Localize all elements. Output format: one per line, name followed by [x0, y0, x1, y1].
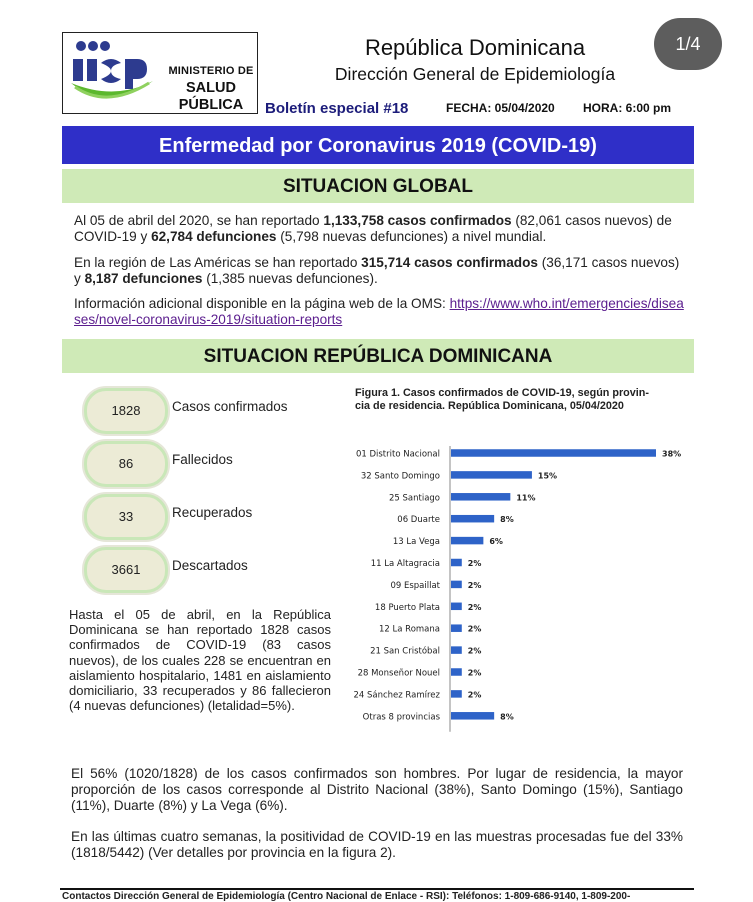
figure-title-line-2: cia de residencia. República Dominicana, 05/04/2020 [355, 400, 624, 412]
americas-cases: 315,714 casos confirmados [361, 255, 538, 270]
global-p1-text-2: (82,061 casos nuevos) de COVID-19 y [74, 213, 672, 244]
category-label: 01 Distrito Nacional [355, 449, 440, 460]
bulletin-date: FECHA: 05/04/2020 [446, 101, 555, 115]
stat-deaths-label: Fallecidos [172, 452, 233, 467]
bar-value-label: 6% [489, 537, 503, 547]
bar [451, 581, 462, 589]
bar-value-label: 2% [467, 580, 482, 590]
category-label: 06 Duarte [397, 515, 440, 526]
bar-value-label: 2% [467, 668, 482, 678]
bar [451, 646, 462, 654]
global-p1-text-3: (5,798 nuevas defunciones) a nivel mundial. [276, 229, 547, 244]
americas-deaths: 8,187 defunciones [84, 271, 203, 286]
bar [451, 537, 483, 545]
category-label: 21 San Cristóbal [370, 646, 440, 657]
logo-line-1: MINISTERIO DE [168, 65, 254, 77]
category-label: Otras 8 provincias [362, 712, 440, 723]
stat-discarded-value: 3661 [84, 547, 168, 593]
bar [451, 668, 462, 676]
americas-text-3: (1,385 nuevas defunciones). [202, 271, 378, 286]
americas-paragraph [74, 255, 686, 287]
bar-value-label: 8% [500, 515, 514, 525]
footer-contacts: Contactos Dirección General de Epidemiología (Centro Nacional de Enlace - RSI): Teléfonos: 1-809-686-9140, 1-809-200- [62, 891, 631, 902]
bar [451, 624, 462, 632]
bar-value-label: 2% [467, 602, 482, 612]
category-label: 28 Monseñor Nouel [357, 668, 440, 679]
dr-section-heading: SITUACION REPÚBLICA DOMINICANA [62, 339, 694, 373]
province-cases-bar-chart [330, 446, 700, 746]
bar [451, 449, 656, 457]
category-label: 32 Santo Domingo [360, 471, 440, 482]
category-label: 11 La Altagracia [370, 559, 440, 569]
document-title-bar: Enfermedad por Coronavirus 2019 (COVID-19) [62, 126, 694, 164]
directorate-title: Dirección General de Epidemiología [334, 64, 616, 84]
bar-value-label: 2% [467, 624, 482, 634]
stat-discarded-label: Descartados [172, 558, 248, 573]
stat-recovered-label: Recuperados [172, 505, 253, 520]
bar-value-label: 11% [516, 493, 536, 503]
stat-confirmed-label: Casos confirmados [172, 399, 288, 414]
category-label: 24 Sánchez Ramírez [353, 690, 440, 701]
category-label: 25 Santiago [388, 493, 440, 504]
bar [451, 559, 462, 567]
who-info-paragraph [74, 296, 686, 328]
americas-text: En la región de Las Américas se han reportado [74, 255, 362, 270]
stat-confirmed-value: 1828 [84, 388, 168, 434]
country-title: República Dominicana [364, 35, 586, 60]
bar-value-label: 38% [662, 449, 682, 459]
logo-wordmark [165, 63, 257, 114]
sex-residence-paragraph: El 56% (1020/1828) de los casos confirmados son hombres. Por lugar de residencia, la mayor proporción de los casos corresponde al Distrito Nacional (38%), Santo Domingo (15%), Santiago (11%), Duarte (8%) y La Vega (6%). [71, 766, 683, 813]
positivity-paragraph: En las últimas cuatro semanas, la positividad de COVID-19 en las muestras procesadas fue del 33% (1818/5442) (Ver detalles por provincia en la figura 2). [71, 829, 683, 860]
bar [451, 471, 532, 479]
global-p1-text: Al 05 de abril del 2020, se han reportado [74, 213, 324, 228]
americas-text-2: (36,171 casos nuevos) y [74, 255, 680, 286]
bar [451, 515, 494, 523]
bar [451, 690, 462, 698]
bulletin-time: HORA: 6:00 pm [583, 101, 672, 115]
bar-value-label: 15% [537, 471, 558, 481]
bar [451, 712, 494, 720]
category-label: 09 Espaillat [390, 580, 440, 591]
global-cases: 1,133,758 casos confirmados [323, 213, 512, 228]
figure-1-title [355, 387, 685, 413]
category-label: 18 Puerto Plata [374, 602, 440, 613]
figure-title-line-1: Figura 1. Casos confirmados de COVID-19, según provin- [355, 387, 649, 399]
global-deaths: 62,784 defunciones [151, 229, 277, 244]
ministry-logo [62, 32, 258, 114]
global-paragraph-1 [74, 213, 686, 245]
msp-logo-icon [67, 37, 155, 109]
dr-summary-paragraph: Hasta el 05 de abril, en la República Dominicana se han reportado 1828 casos confirmados de COVID-19 (83 casos nuevos), de los cuales 228 se encuentran en aislamiento hospitalario, 1481 en aislamiento domiciliario, 33 recuperados y 86 fallecieron (4 nuevas defunciones) (letalidad=5%). [69, 607, 331, 714]
stat-recovered-value: 33 [84, 494, 168, 540]
bar-value-label: 8% [500, 712, 514, 722]
bar [451, 603, 462, 611]
bar [451, 493, 510, 501]
who-info-text: Información adicional disponible en la página web de la OMS: [74, 296, 450, 311]
bar-value-label: 2% [467, 646, 482, 656]
bar-value-label: 2% [467, 559, 482, 568]
category-label: 13 La Vega [392, 537, 440, 548]
global-section-heading: SITUACION GLOBAL [62, 169, 694, 203]
footer-divider [60, 888, 694, 890]
category-label: 12 La Romana [379, 624, 440, 635]
logo-line-2: SALUD PÚBLICA [178, 80, 244, 113]
who-situation-reports-link[interactable]: https://www.who.int/emergencies/diseases/novel-coronavirus-2019/situation-reports [74, 296, 684, 327]
stat-deaths-value: 86 [84, 441, 168, 487]
page-indicator: 1/4 [654, 18, 722, 70]
bar-value-label: 2% [467, 690, 482, 700]
bulletin-number: Boletín especial #18 [265, 100, 409, 117]
